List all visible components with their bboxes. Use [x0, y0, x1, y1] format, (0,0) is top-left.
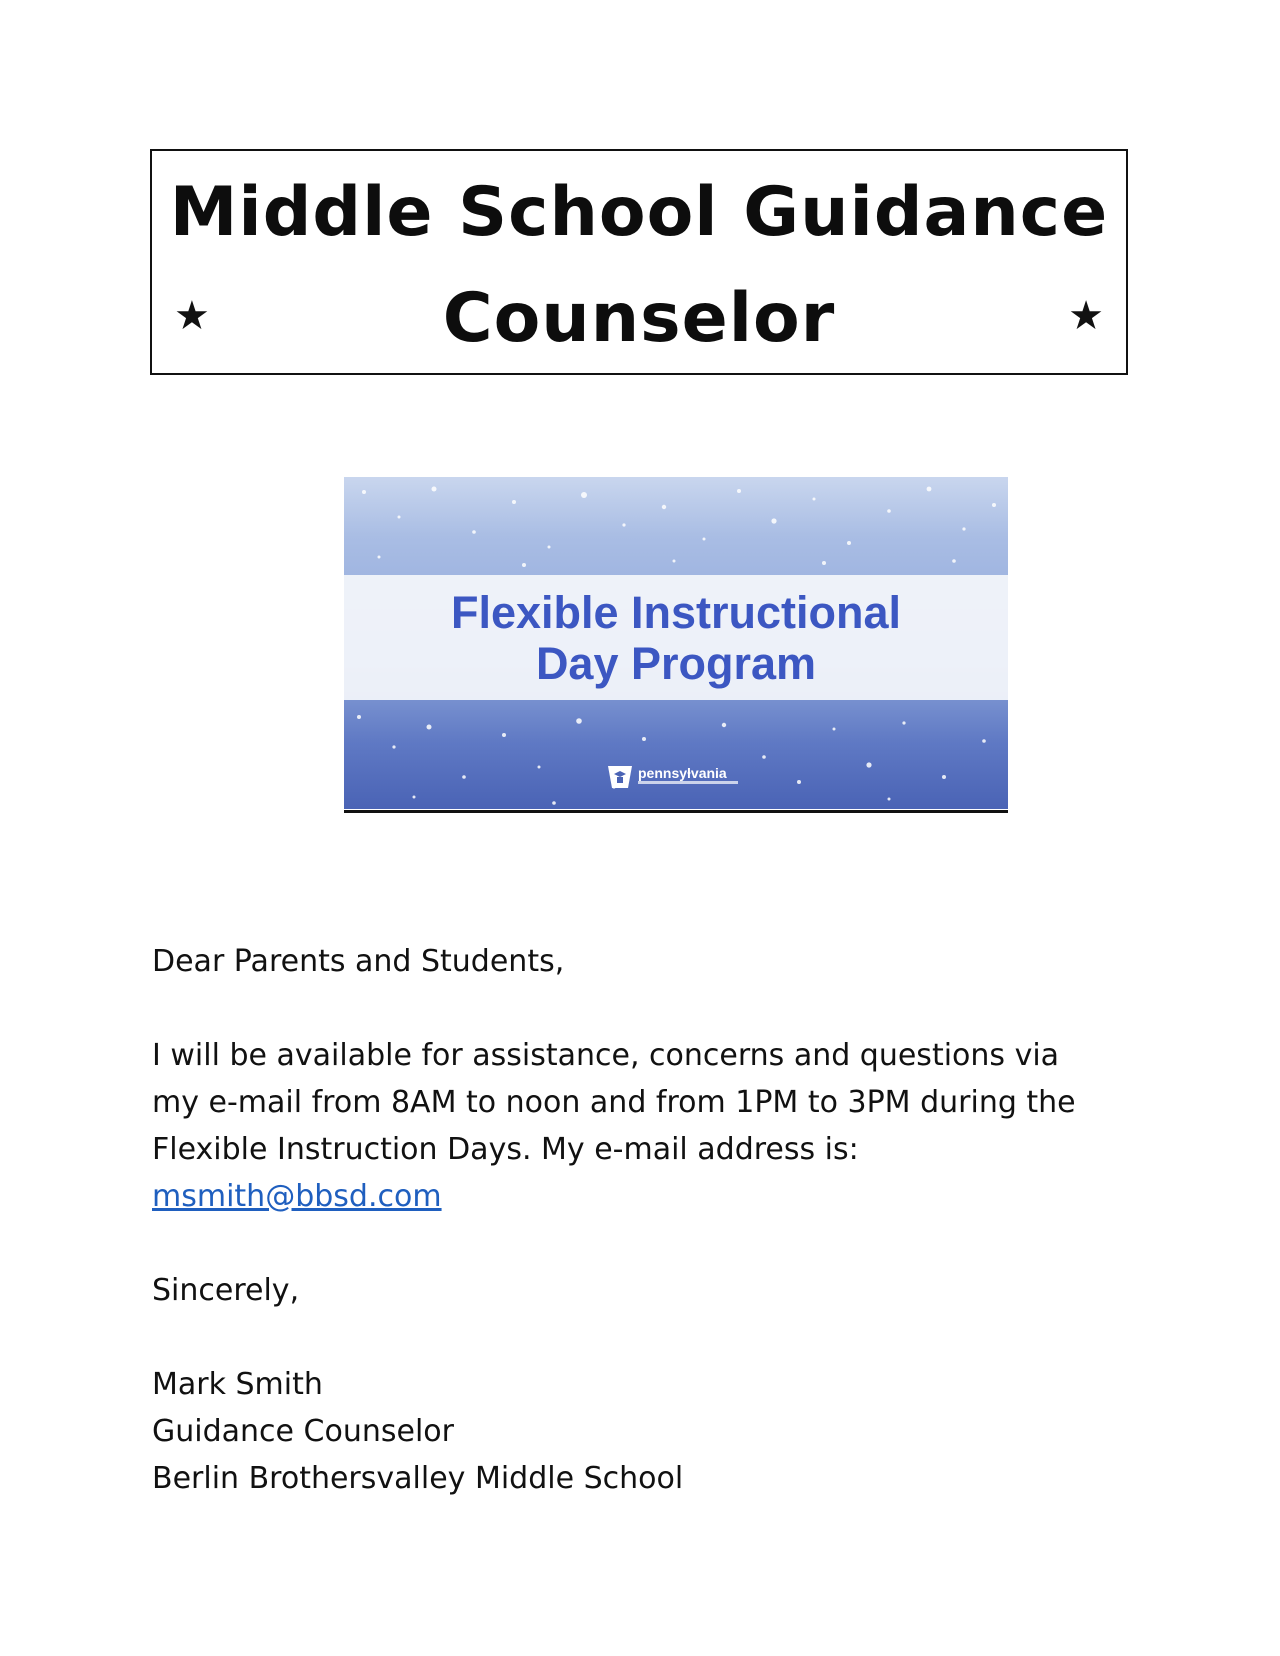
greeting: Dear Parents and Students,	[152, 944, 565, 979]
logo-text: pennsylvania	[638, 765, 727, 781]
closing: Sincerely,	[152, 1273, 300, 1308]
banner-title-line-1: Flexible Instructional	[450, 587, 902, 638]
program-banner-image	[344, 477, 1008, 809]
signature-school: Berlin Brothersvalley Middle School	[152, 1461, 684, 1496]
email-link[interactable]: msmith@bbsd.com	[152, 1179, 442, 1214]
email-line	[152, 1173, 1132, 1220]
page-title-line-1: Middle School Guidance	[169, 173, 1109, 252]
signature-name: Mark Smith	[152, 1367, 323, 1402]
letter-body	[152, 938, 1132, 1502]
banner-underline	[344, 810, 1008, 813]
star-icon-left: ★	[174, 293, 210, 339]
body-line: I will be available for assistance, concerns and questions via	[152, 1038, 1060, 1073]
title-box	[150, 149, 1128, 375]
spacer	[152, 1220, 1132, 1267]
page-title-line-2: Counselor	[442, 279, 836, 358]
keystone-icon	[606, 764, 634, 790]
spacer	[152, 985, 1132, 1032]
body-line: my e-mail from 8AM to noon and from 1PM to 3PM during the	[152, 1085, 1076, 1120]
signature-title: Guidance Counselor	[152, 1414, 454, 1449]
star-icon-right: ★	[1068, 293, 1104, 339]
spacer	[152, 1314, 1132, 1361]
pennsylvania-department-logo	[606, 762, 746, 792]
body-line: Flexible Instruction Days. My e-mail address is:	[152, 1132, 859, 1167]
logo-subtext-line	[638, 781, 738, 784]
banner-title-line-2: Day Program	[535, 638, 817, 689]
